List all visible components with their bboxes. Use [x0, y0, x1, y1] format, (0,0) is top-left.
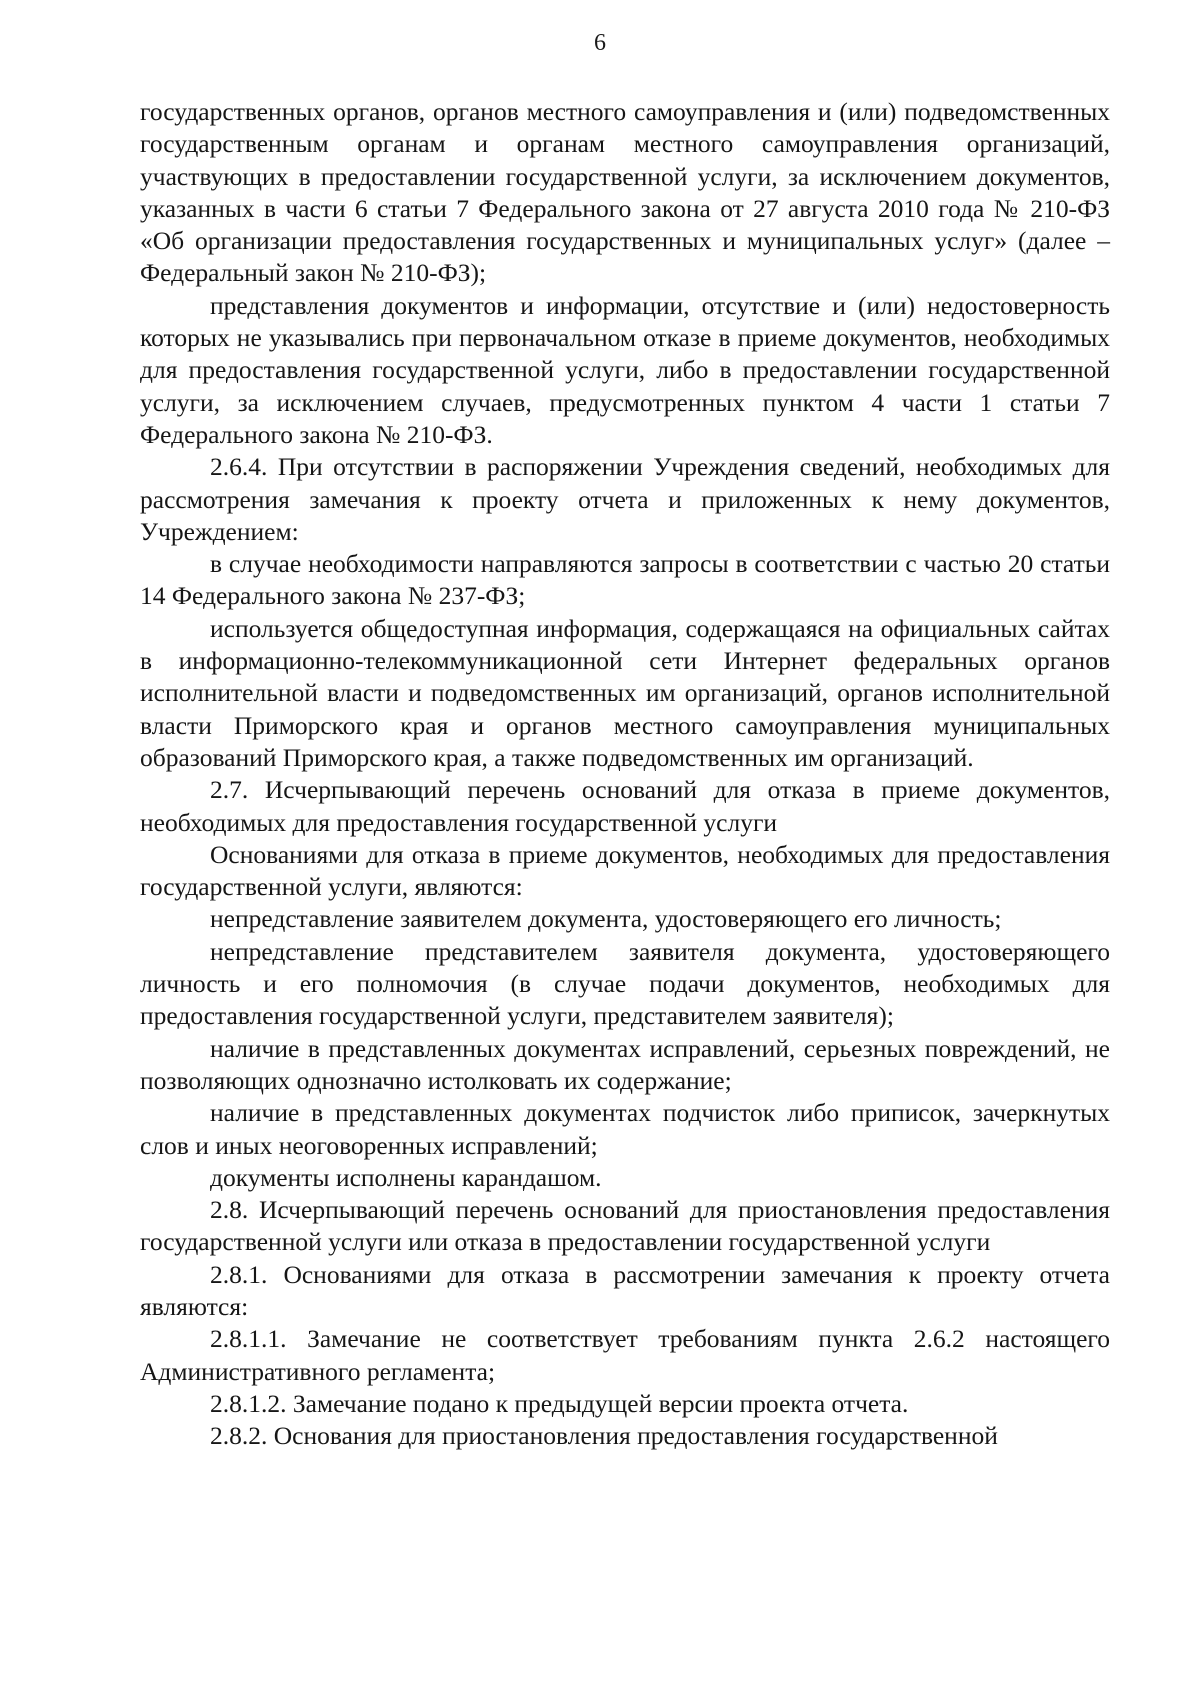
paragraph: в случае необходимости направляются запросы в соответствии с частью 20 статьи 14 Федерального закона № 237-ФЗ; [140, 549, 1110, 611]
paragraph-section-2-8-1-1: 2.8.1.1. Замечание не соответствует требованиям пункта 2.6.2 настоящего Административного регламента; [140, 1324, 1110, 1386]
document-body [140, 96, 1110, 1452]
page-number: 6 [594, 30, 606, 56]
paragraph: представления документов и информации, отсутствие и (или) недостоверность которых не указывались при первоначальном отказе в приеме документов, необходимых для предоставления государственной услуги, либо в предоставлении государственной услуги, за исключением случаев, предусмотренных пунктом 4 части 1 статьи 7 Федерального закона № 210-ФЗ. [140, 290, 1110, 449]
paragraph: непредставление заявителем документа, удостоверяющего его личность; [210, 904, 1002, 934]
paragraph-section-2-6-4: 2.6.4. При отсутствии в распоряжении Учреждения сведений, необходимых для рассмотрения замечания к проекту отчета и приложенных к нему документов, Учреждением: [140, 452, 1110, 546]
paragraph: наличие в представленных документах подчисток либо приписок, зачеркнутых слов и иных неоговоренных исправлений; [140, 1098, 1110, 1160]
paragraph-section-2-8: 2.8. Исчерпывающий перечень оснований для приостановления предоставления государственной услуги или отказа в предоставлении государственной услуги [140, 1195, 1110, 1257]
paragraph: документы исполнены карандашом. [210, 1162, 602, 1192]
paragraph-section-2-7: 2.7. Исчерпывающий перечень оснований для отказа в приеме документов, необходимых для предоставления государственной услуги [140, 775, 1110, 837]
paragraph-section-2-8-2: 2.8.2. Основания для приостановления предоставления государственной [210, 1421, 998, 1451]
paragraph: наличие в представленных документах исправлений, серьезных повреждений, не позволяющих однозначно истолковать их содержание; [140, 1033, 1110, 1095]
paragraph-section-2-8-1-2: 2.8.1.2. Замечание подано к предыдущей версии проекта отчета. [210, 1388, 909, 1418]
paragraph-continuation: государственных органов, органов местного самоуправления и (или) подведомственных государственным органам и органам местного самоуправления организаций, участвующих в предоставлении государственной услуги, за исключением документов, указанных в части 6 статьи 7 Федерального закона от 27 августа 2010 года № 210-ФЗ «Об организации предоставления государственных и муниципальных услуг» (далее – Федеральный закон № 210-ФЗ); [140, 97, 1110, 288]
paragraph: используется общедоступная информация, содержащаяся на официальных сайтах в информационно-телекоммуникационной сети Интернет федеральных органов исполнительной власти и подведомственных им организаций, органов исполнительной власти Приморского края и органов местного самоуправления муниципальных образований Приморского края, а также подведомственных им организаций. [140, 613, 1110, 772]
paragraph-section-2-8-1: 2.8.1. Основаниями для отказа в рассмотрении замечания к проекту отчета являются: [140, 1259, 1110, 1321]
paragraph: Основаниями для отказа в приеме документов, необходимых для предоставления государственной услуги, являются: [140, 839, 1110, 902]
paragraph: непредставление представителем заявителя документа, удостоверяющего личность и его полномочия (в случае подачи документов, необходимых для предоставления государственной услуги, представителем заявителя); [140, 936, 1110, 1031]
